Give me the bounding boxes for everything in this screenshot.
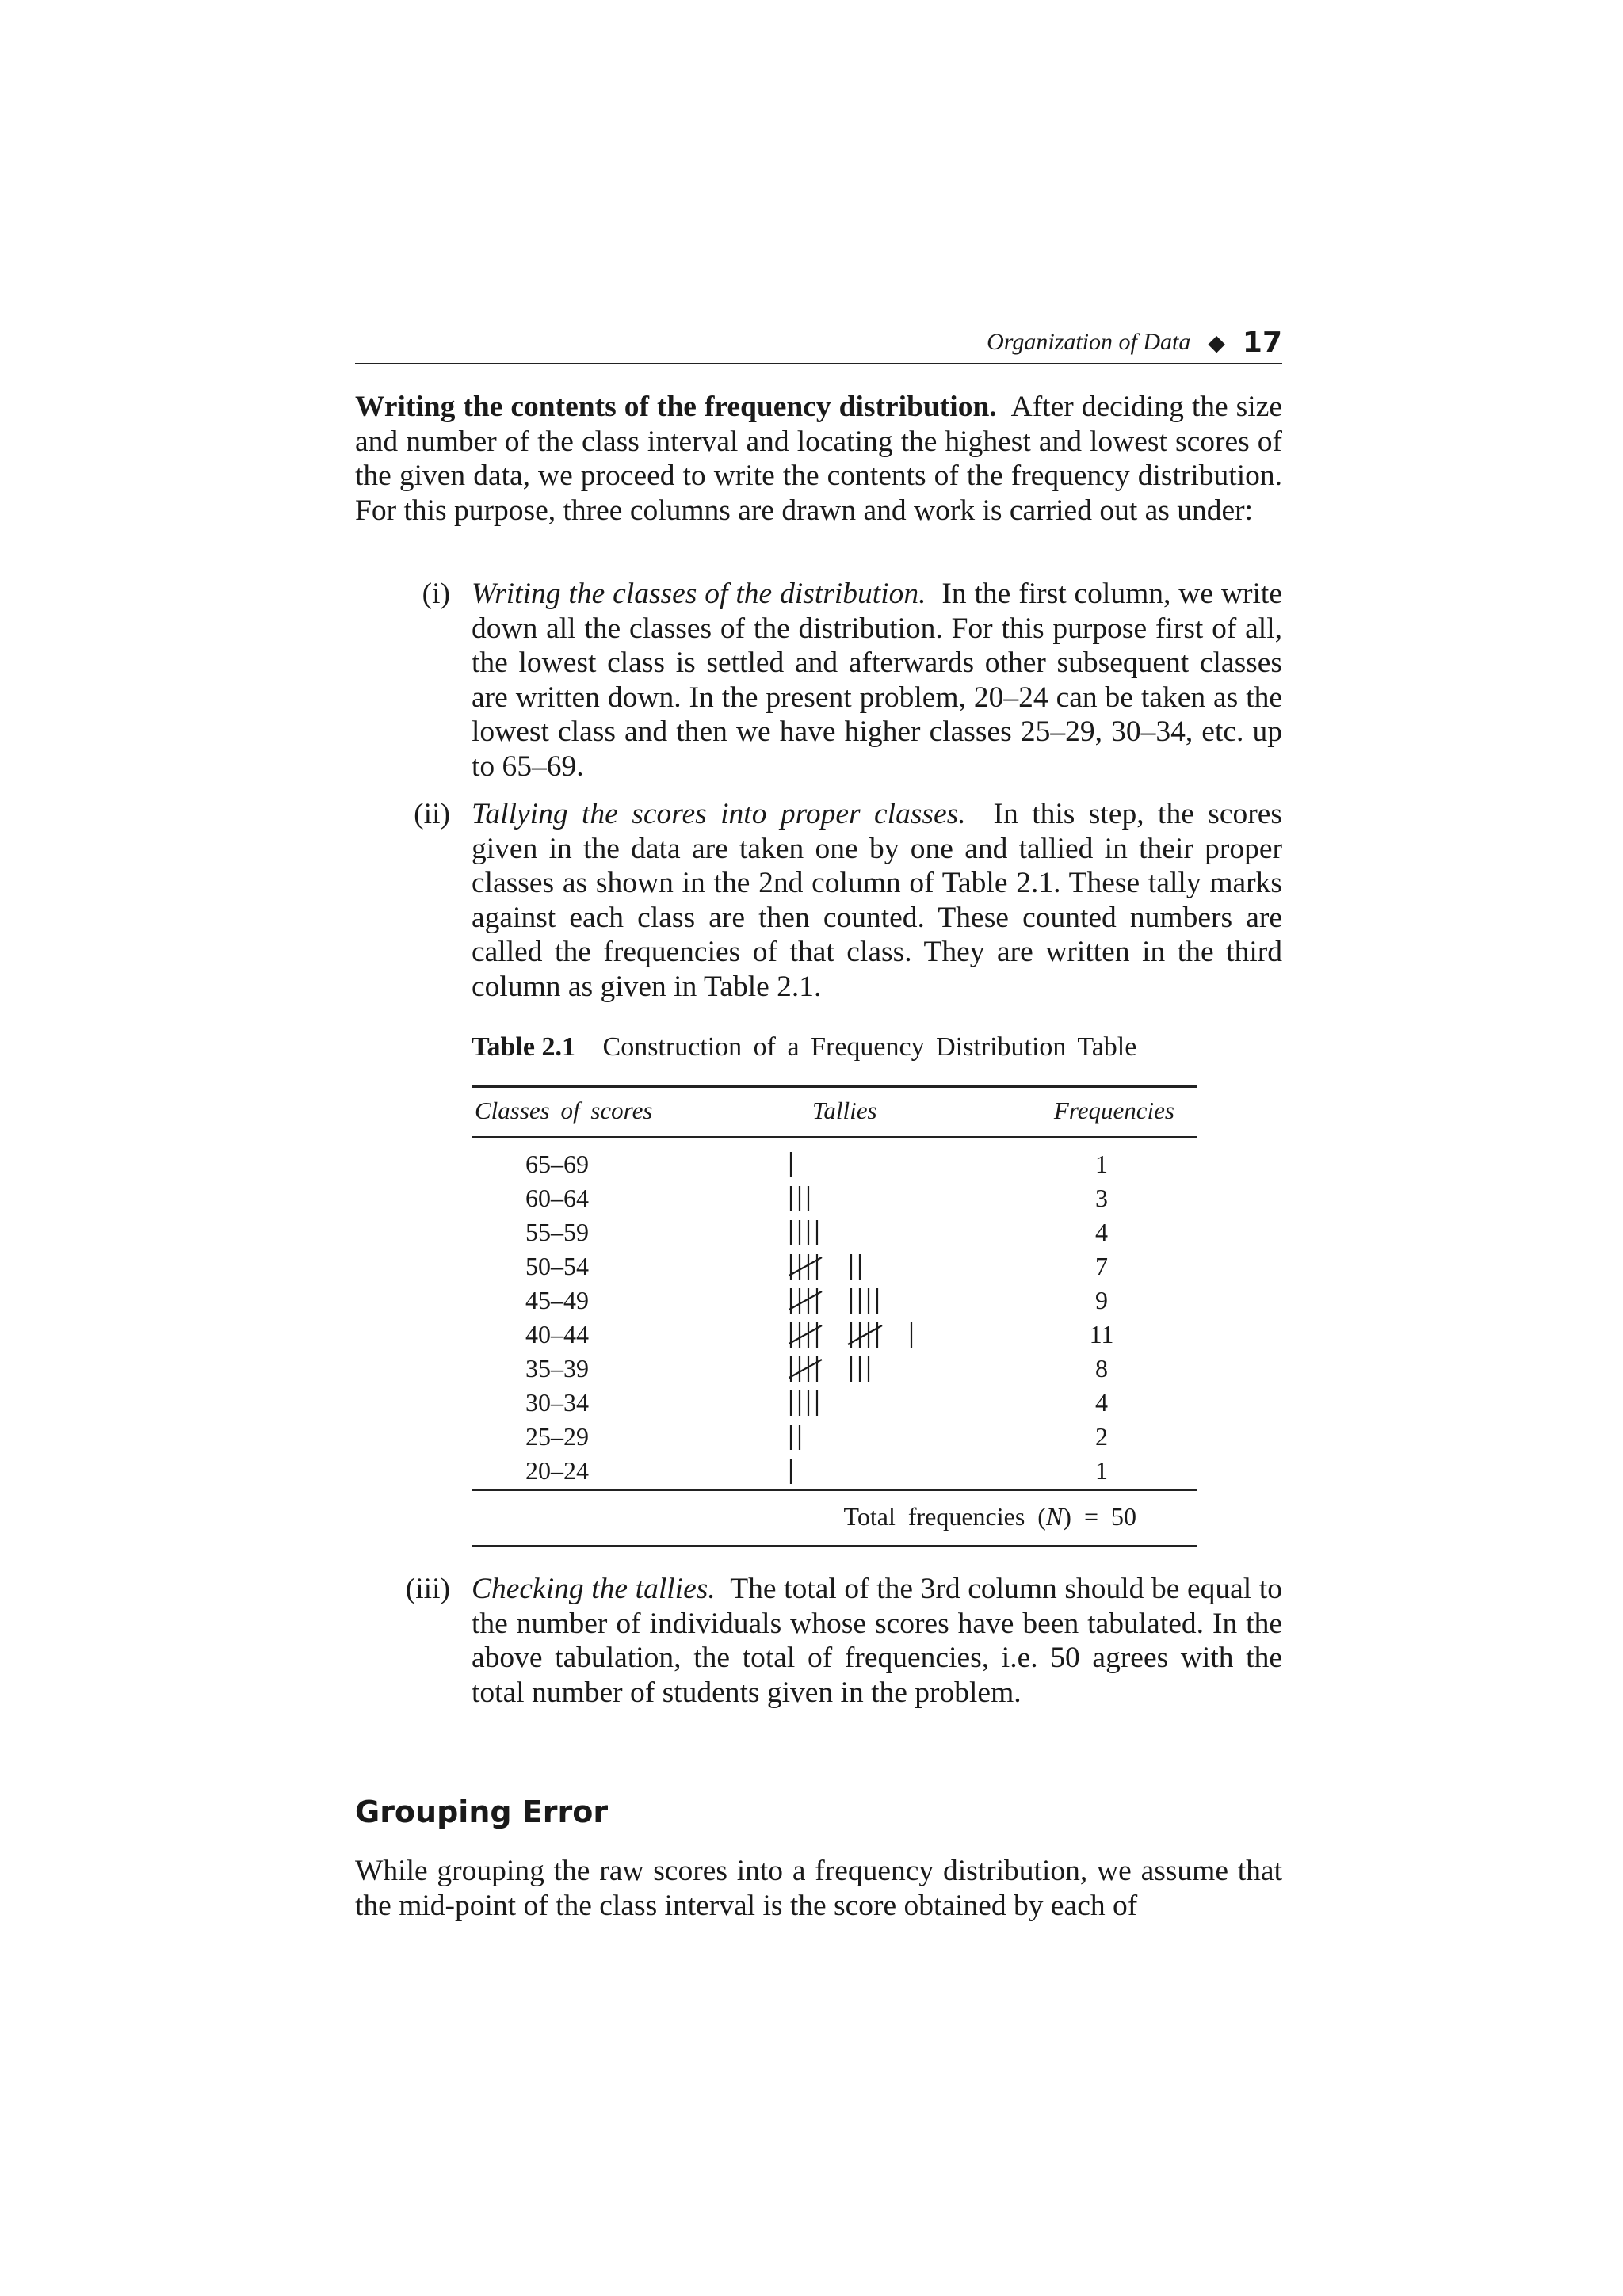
total-value: 50 <box>1111 1502 1136 1531</box>
list-item-number: (i) <box>422 578 450 610</box>
list-item-text: The total of the 3rd column should be equal to the number of individuals whose scores have been tabulated. In the above tabulation, the total of frequencies, i.e. 50 agrees with the total number of students given in the problem. <box>472 1573 1282 1709</box>
list-item-i <box>355 577 1282 784</box>
list-item-text: In this step, the scores given in the data are taken one by one and tallied in their proper classes as shown in the 2nd column of Table 2.1. These tally marks against each class are then counted. These counted numbers are called the frequencies of that class. They are written in the third column as given in Table 2.1. <box>472 798 1282 1003</box>
class-cell: 50–54 <box>525 1252 589 1280</box>
tally-marks <box>789 1253 874 1281</box>
table-header-tallies: Tallies <box>812 1097 877 1124</box>
intro-lead: Writing the contents of the frequency distribution. <box>355 391 997 423</box>
list-item-text: In the first column, we write down all the classes of the distribution. For this purpose first of all, the lowest class is settled and afterwards other subsequent classes are written down. In the present problem, 20–24 can be taken as the lowest class and then we have higher classes 25–29, 30–34, etc. up to 65–69. <box>472 578 1282 783</box>
diamond-icon: ◆ <box>1208 329 1225 356</box>
table-top-rule <box>472 1085 1197 1088</box>
section-heading: Grouping Error <box>355 1794 609 1829</box>
list-item-title: Checking the tallies. <box>472 1573 716 1605</box>
table-header-classes: Classes of scores <box>475 1097 653 1124</box>
list-item-title: Tallying the scores into proper classes. <box>472 798 966 830</box>
table-row <box>472 1318 1197 1352</box>
tally-marks <box>789 1389 831 1417</box>
table-row <box>472 1283 1197 1318</box>
frequency-cell: 1 <box>1095 1456 1108 1485</box>
table-row <box>472 1352 1197 1386</box>
table-row <box>472 1420 1197 1454</box>
class-cell: 20–24 <box>525 1456 589 1485</box>
frequency-cell: 2 <box>1095 1422 1108 1451</box>
list-item-title: Writing the classes of the distribution. <box>472 578 926 610</box>
frequency-cell: 7 <box>1095 1252 1108 1280</box>
table-body <box>472 1147 1197 1488</box>
tally-marks <box>789 1457 805 1486</box>
table-row <box>472 1147 1197 1181</box>
class-cell: 45–49 <box>525 1286 589 1314</box>
class-cell: 65–69 <box>525 1150 589 1178</box>
table-caption <box>472 1032 1136 1063</box>
table-total: Total frequencies (N) = 50 <box>843 1502 1136 1531</box>
chapter-title: Organization of Data <box>987 329 1191 355</box>
table-footer-rule <box>472 1489 1197 1491</box>
running-header <box>355 325 1282 364</box>
class-cell: 30–34 <box>525 1388 589 1417</box>
class-cell: 25–29 <box>525 1422 589 1451</box>
tally-marks <box>789 1184 823 1213</box>
intro-paragraph <box>355 390 1282 528</box>
table-label: Table 2.1 <box>472 1032 576 1062</box>
table-row <box>472 1454 1197 1488</box>
class-cell: 40–44 <box>525 1320 589 1348</box>
table-row <box>472 1249 1197 1283</box>
list-item-number: (iii) <box>405 1573 450 1605</box>
frequency-cell: 11 <box>1089 1320 1114 1348</box>
tally-marks <box>789 1321 926 1349</box>
tally-marks <box>789 1219 831 1247</box>
frequency-cell: 8 <box>1095 1354 1108 1383</box>
page-number: 17 <box>1242 326 1282 359</box>
table-header-rule <box>472 1136 1197 1138</box>
table-caption-text: Construction of a Frequency Distribution Table <box>602 1032 1137 1062</box>
intro-text: After deciding the size and number of the class interval and locating the highest and lowest scores of the given data, we proceed to write the contents of the frequency distribution. For this purpose, three columns are drawn and work is carried out as under: <box>355 391 1282 527</box>
frequency-cell: 4 <box>1095 1218 1108 1246</box>
class-cell: 60–64 <box>525 1184 589 1212</box>
table-header-frequencies: Frequencies <box>1053 1097 1174 1124</box>
closing-paragraph: While grouping the raw scores into a frequency distribution, we assume that the mid-point of the class interval is the score obtained by each of <box>355 1855 1282 1922</box>
class-cell: 35–39 <box>525 1354 589 1383</box>
table-row <box>472 1215 1197 1249</box>
total-symbol: N <box>1045 1502 1064 1531</box>
list-item-number: (ii) <box>414 798 450 830</box>
table-bottom-rule <box>472 1545 1197 1547</box>
frequency-cell: 3 <box>1095 1184 1108 1212</box>
table-row <box>472 1181 1197 1215</box>
table-row <box>472 1386 1197 1420</box>
frequency-cell: 9 <box>1095 1286 1108 1314</box>
total-label: Total frequencies <box>843 1502 1025 1531</box>
list-item-iii <box>355 1572 1282 1710</box>
tally-marks <box>789 1355 883 1383</box>
class-cell: 55–59 <box>525 1218 589 1246</box>
tally-marks <box>789 1423 814 1451</box>
frequency-cell: 4 <box>1095 1388 1108 1417</box>
list-item-ii <box>355 797 1282 1004</box>
frequency-cell: 1 <box>1095 1150 1108 1178</box>
tally-marks <box>789 1150 805 1179</box>
tally-marks <box>789 1287 892 1315</box>
